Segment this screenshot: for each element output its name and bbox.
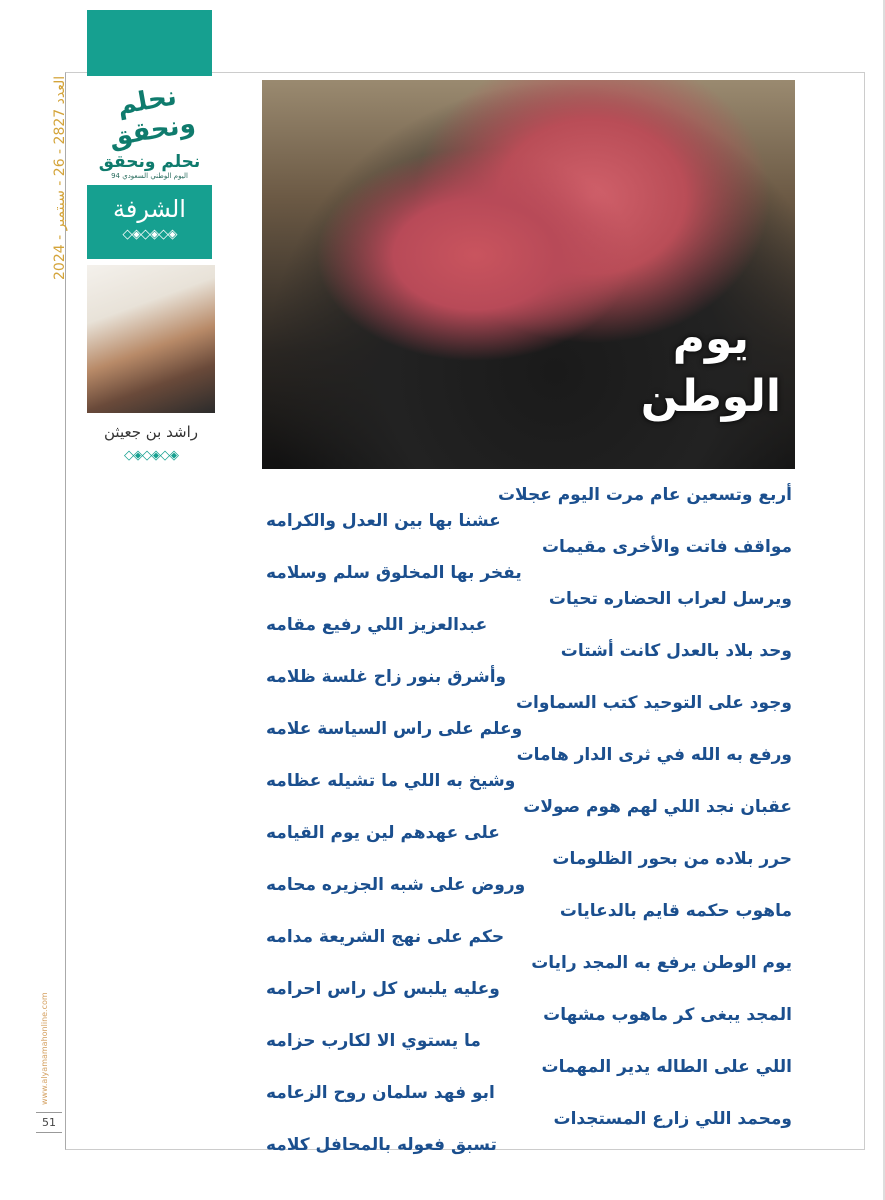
section-box xyxy=(87,185,212,259)
diamond-ornament-icon: ◇◈◇◈◇◈ xyxy=(122,227,177,242)
poem-line: وجود على التوحيد كتب السماوات xyxy=(515,693,792,713)
poem-line: وعليه يلبس كل راس احرامه xyxy=(266,979,500,999)
poem-line: يوم الوطن يرفع به المجد رايات xyxy=(531,953,792,973)
poem-line: وروض على شبه الجزيره محامه xyxy=(266,875,526,895)
author-name: راشد بن جعيثن xyxy=(104,423,198,441)
poem-line: وأشرق بنور زاح غلسة ظلامه xyxy=(266,667,507,687)
poem-line: ابو فهد سلمان روح الزعامه xyxy=(266,1083,495,1103)
website-url: www.alyamamahonline.com xyxy=(40,992,49,1105)
poem xyxy=(262,482,792,1158)
page-number: 51 xyxy=(36,1112,62,1133)
poem-line: عقبان نجد اللي لهم هوم صولات xyxy=(523,797,792,817)
issue-info: العدد 2827 - 26 - سبتمبر - 2024 xyxy=(52,75,68,280)
poem-line: حكم على نهج الشريعة مدامه xyxy=(266,927,505,947)
poem-line: وعلم على راس السياسة علامه xyxy=(266,719,523,739)
poem-line: مواقف فاتت والأخرى مقيمات xyxy=(541,537,792,557)
header-band xyxy=(87,10,212,72)
poem-line: ما يستوي الا لكارب حزامه xyxy=(266,1031,481,1051)
title-line-2: الوطن xyxy=(640,371,781,422)
poem-line: عشنا بها بين العدل والكرامه xyxy=(266,511,501,531)
poem-line: على عهدهم لين يوم القيامه xyxy=(266,823,500,843)
logo-mark: نحلم ونحقق xyxy=(106,81,198,154)
poem-line: ورفع به الله في ثرى الدار هامات xyxy=(516,745,792,765)
article-photo xyxy=(262,80,795,469)
national-day-logo xyxy=(87,76,212,184)
poem-line: وشيخ به اللي ما تشيله عظامه xyxy=(266,771,516,791)
poem-line: أربع وتسعين عام مرت اليوم عجلات xyxy=(497,485,792,505)
section-label: الشرفة xyxy=(113,195,186,223)
poem-line: تسبق فعوله بالمحافل كلامه xyxy=(266,1135,497,1155)
poem-line: المجد يبغى كر ماهوب مشهات xyxy=(543,1005,792,1025)
title-line-1: يوم xyxy=(672,313,750,364)
author-photo xyxy=(87,265,215,413)
diamond-ornament-icon: ◇◈◇◈◇◈ xyxy=(124,448,178,463)
poem-line: ومحمد اللي زارع المستجدات xyxy=(553,1109,792,1129)
article-title xyxy=(641,310,781,426)
poem-line: اللي على الطاله يدير المهمات xyxy=(541,1057,792,1077)
poem-line: عبدالعزيز اللي رفيع مقامه xyxy=(266,615,488,635)
poem-line: ماهوب حكمه قايم بالدعايات xyxy=(559,901,792,921)
poem-line: وحد بلاد بالعدل كانت أشتات xyxy=(560,641,792,661)
poem-line: ويرسل لعراب الحضاره تحيات xyxy=(548,589,792,609)
poem-line: يفخر بها المخلوق سلم وسلامه xyxy=(266,563,522,583)
logo-title: نحلم ونحقق xyxy=(98,152,201,172)
logo-subtitle: اليوم الوطني السعودي 94 xyxy=(111,172,188,180)
poem-line: حرر بلاده من بحور الظلومات xyxy=(552,849,792,869)
